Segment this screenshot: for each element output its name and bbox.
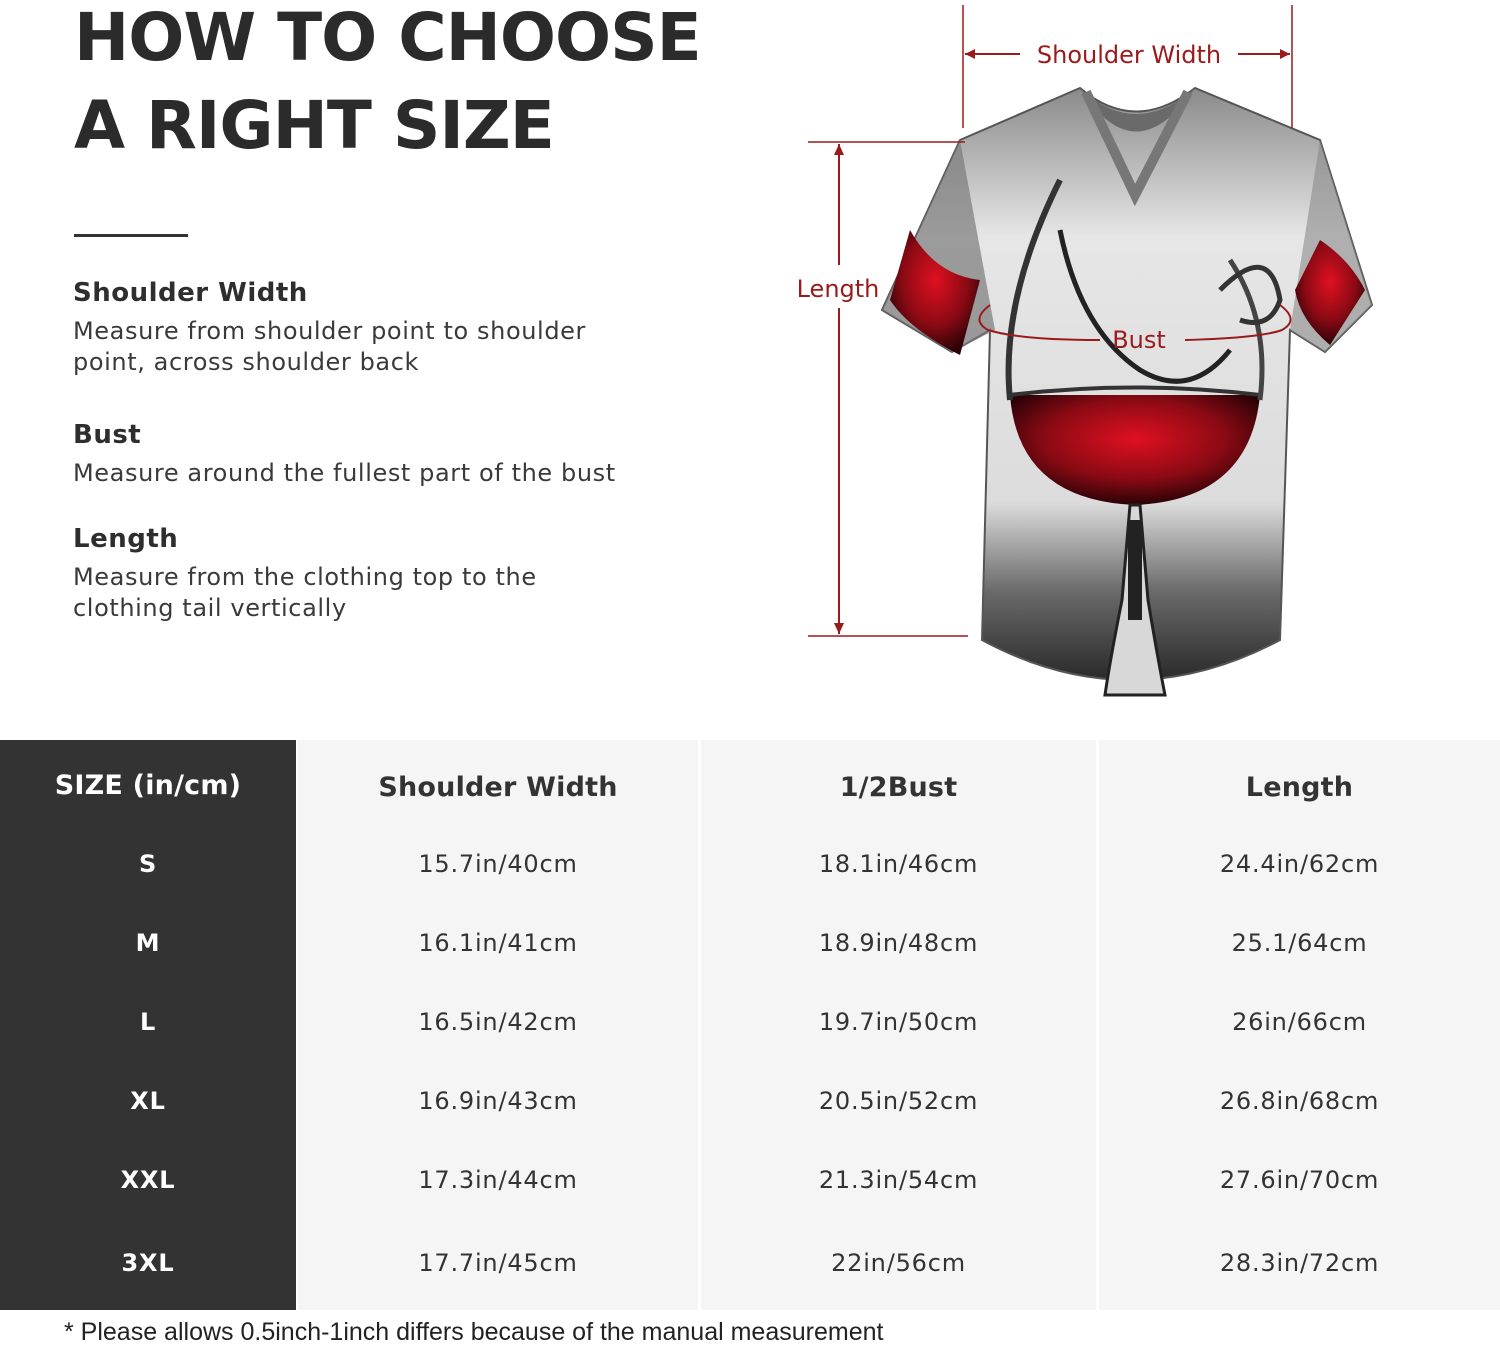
title-divider bbox=[74, 234, 188, 237]
table-cell: 26in/66cm bbox=[1232, 1008, 1367, 1036]
section-text: Measure from shoulder point to shoulder point, across shoulder back bbox=[73, 317, 586, 376]
table-cell: 22in/56cm bbox=[831, 1249, 966, 1277]
size-table bbox=[0, 740, 1500, 1310]
table-cell: 16.5in/42cm bbox=[418, 1008, 578, 1036]
shoulder-width-label: Shoulder Width bbox=[1036, 41, 1222, 69]
title-line-1: HOW TO CHOOSE bbox=[74, 0, 701, 76]
size-label: XL bbox=[130, 1087, 166, 1115]
size-column bbox=[0, 740, 296, 1310]
size-label: M bbox=[135, 929, 161, 957]
table-cell: 16.1in/41cm bbox=[418, 929, 578, 957]
bust-label: Bust bbox=[1112, 326, 1166, 354]
column-header: 1/2Bust bbox=[839, 772, 958, 803]
size-header: SIZE (in/cm) bbox=[54, 770, 242, 801]
table-cell: 26.8in/68cm bbox=[1219, 1087, 1380, 1115]
half-bust-column bbox=[701, 740, 1096, 1310]
section-text: Measure from the clothing top to the clothing tail vertically bbox=[73, 563, 537, 622]
table-cell: 21.3in/54cm bbox=[818, 1166, 979, 1194]
table-cell: 28.3in/72cm bbox=[1219, 1249, 1380, 1277]
shoulder-width-column bbox=[298, 740, 698, 1310]
length-column bbox=[1099, 740, 1500, 1310]
section-heading: Length bbox=[73, 524, 179, 554]
size-label: 3XL bbox=[121, 1249, 175, 1277]
table-cell: 25.1/64cm bbox=[1231, 929, 1368, 957]
column-header: Shoulder Width bbox=[378, 772, 618, 803]
size-label: S bbox=[138, 850, 158, 878]
section-shoulder-width bbox=[73, 278, 673, 378]
table-cell: 15.7in/40cm bbox=[418, 850, 578, 878]
tshirt-illustration bbox=[882, 88, 1372, 695]
table-cell: 24.4in/62cm bbox=[1219, 850, 1380, 878]
section-text: Measure around the fullest part of the bust bbox=[73, 459, 616, 487]
table-cell: 17.3in/44cm bbox=[418, 1166, 578, 1194]
title-line-2: A RIGHT SIZE bbox=[74, 87, 554, 164]
table-cell: 16.9in/43cm bbox=[418, 1087, 578, 1115]
footnote: * Please allows 0.5inch-1inch differs because of the manual measurement bbox=[64, 1318, 884, 1346]
column-header: Length bbox=[1245, 772, 1354, 803]
table-cell: 27.6in/70cm bbox=[1219, 1166, 1380, 1194]
table-cell: 18.1in/46cm bbox=[818, 850, 979, 878]
section-bust bbox=[73, 420, 673, 489]
garment-diagram bbox=[760, 0, 1500, 720]
section-length bbox=[73, 524, 673, 624]
table-cell: 17.7in/45cm bbox=[418, 1249, 578, 1277]
table-cell: 20.5in/52cm bbox=[818, 1087, 979, 1115]
section-heading: Bust bbox=[73, 420, 142, 450]
size-label: XXL bbox=[120, 1166, 176, 1194]
length-label: Length bbox=[796, 275, 880, 303]
page-title bbox=[74, 0, 701, 170]
table-cell: 19.7in/50cm bbox=[818, 1008, 979, 1036]
size-label: L bbox=[139, 1008, 157, 1036]
table-cell: 18.9in/48cm bbox=[818, 929, 979, 957]
section-heading: Shoulder Width bbox=[73, 278, 308, 308]
